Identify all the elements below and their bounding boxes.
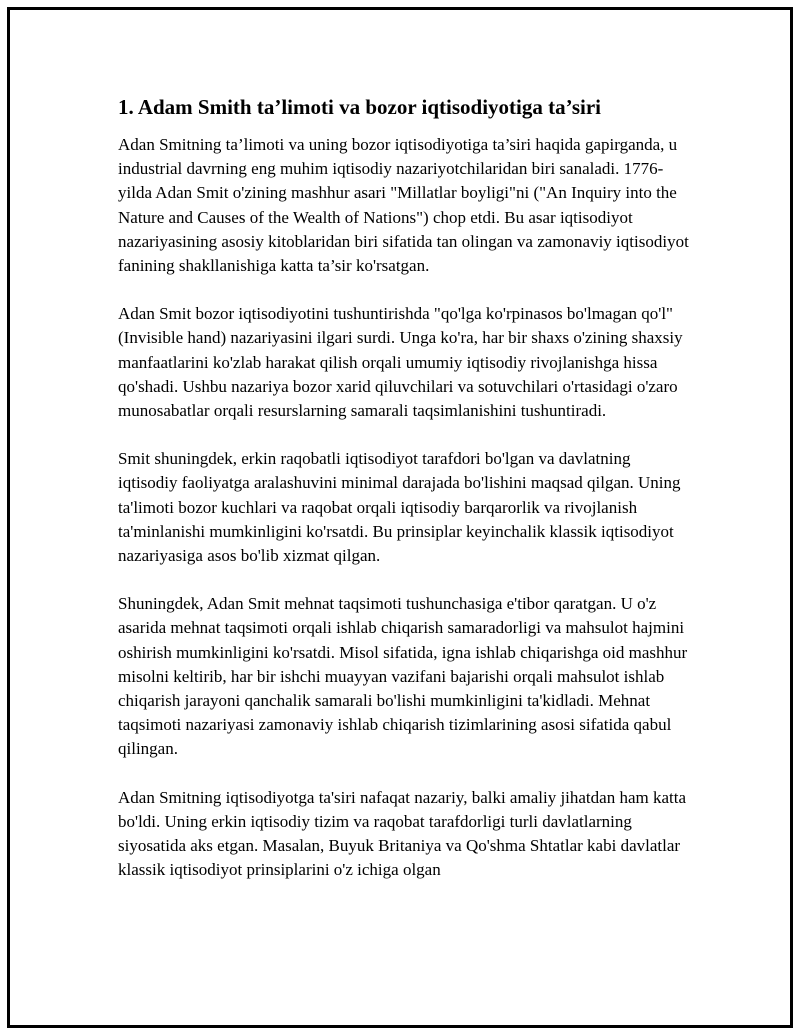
paragraph-1: Adan Smitning ta’limoti va uning bozor iqtisodiyotiga ta’siri haqida gapirganda, u industrial davrning eng muhim iqtisodiy nazariyotchilaridan biri sanaladi. 1776-yilda Adan Smit o'zining mashhur asari "Millatlar boyligi"ni ("An Inquiry into the Nature and Causes of the Wealth of Nations") chop etdi. Bu asar iqtisodiyot nazariyasining asosiy kitoblaridan biri sifatida tan olingan va zamonaviy iqtisodiyot fanining shakllanishiga katta ta’sir ko'rsatgan. [118,135,689,276]
paragraph-3: Smit shuningdek, erkin raqobatli iqtisodiyot tarafdori bo'lgan va davlatning iqtisodiy faoliyatga aralashuvini minimal darajada bo'lishini maqsad qilgan. Uning ta'limoti bozor kuchlari va raqobat orqali iqtisodiy barqarorlik va rivojlanish ta'minlanishi mumkinligini ko'rsatdi. Bu prinsiplar keyinchalik klassik iqtisodiyot nazariyasiga asos bo'lib xizmat qilgan. [118,449,681,566]
document-body [118,94,693,906]
paragraph-2: Adan Smit bozor iqtisodiyotini tushuntirishda "qo'lga ko'rpinasos bo'lmagan qo'l" (Invisible hand) nazariyasini ilgari surdi. Unga ko'ra, har bir shaxs o'zining shaxsiy manfaatlarini ko'zlab harakat qilish orqali umumiy iqtisodiy rivojlanishga hissa qo'shadi. Ushbu nazariya bozor xarid qiluvchilari va sotuvchilari o'rtasidagi o'zaro munosabatlar orqali resurslarning samarali taqsimlanishini tushuntiradi. [118,304,683,421]
paragraph-4: Shuningdek, Adan Smit mehnat taqsimoti tushunchasiga e'tibor qaratgan. U o'z asarida mehnat taqsimoti orqali ishlab chiqarish samaradorligi va mahsulot hajmini oshirish mumkinligini ko'rsatdi. Misol sifatida, igna ishlab chiqarishga oid mashhur misolni keltirib, har bir ishchi muayyan vazifani bajarishi orqali mahsulot ishlab chiqarish jarayoni qanchalik samarali bo'lishi mumkinligini ta'kidladi. Mehnat taqsimoti nazariyasi zamonaviy ishlab chiqarish tizimlarining asosi sifatida qabul qilingan. [118,594,688,759]
section-heading: 1. Adam Smith ta’limoti va bozor iqtisodiyotiga ta’siri [118,95,601,119]
paragraph-5: Adan Smitning iqtisodiyotga ta'siri nafaqat nazariy, balki amaliy jihatdan ham katta bo'ldi. Uning erkin iqtisodiy tizim va raqobat tarafdorligi turli davlatlarning siyosatida aks etgan. Masalan, Buyuk Britaniya va Qo'shma Shtatlar kabi davlatlar klassik iqtisodiyot prinsiplarini o'z ichiga olgan [118,787,687,880]
